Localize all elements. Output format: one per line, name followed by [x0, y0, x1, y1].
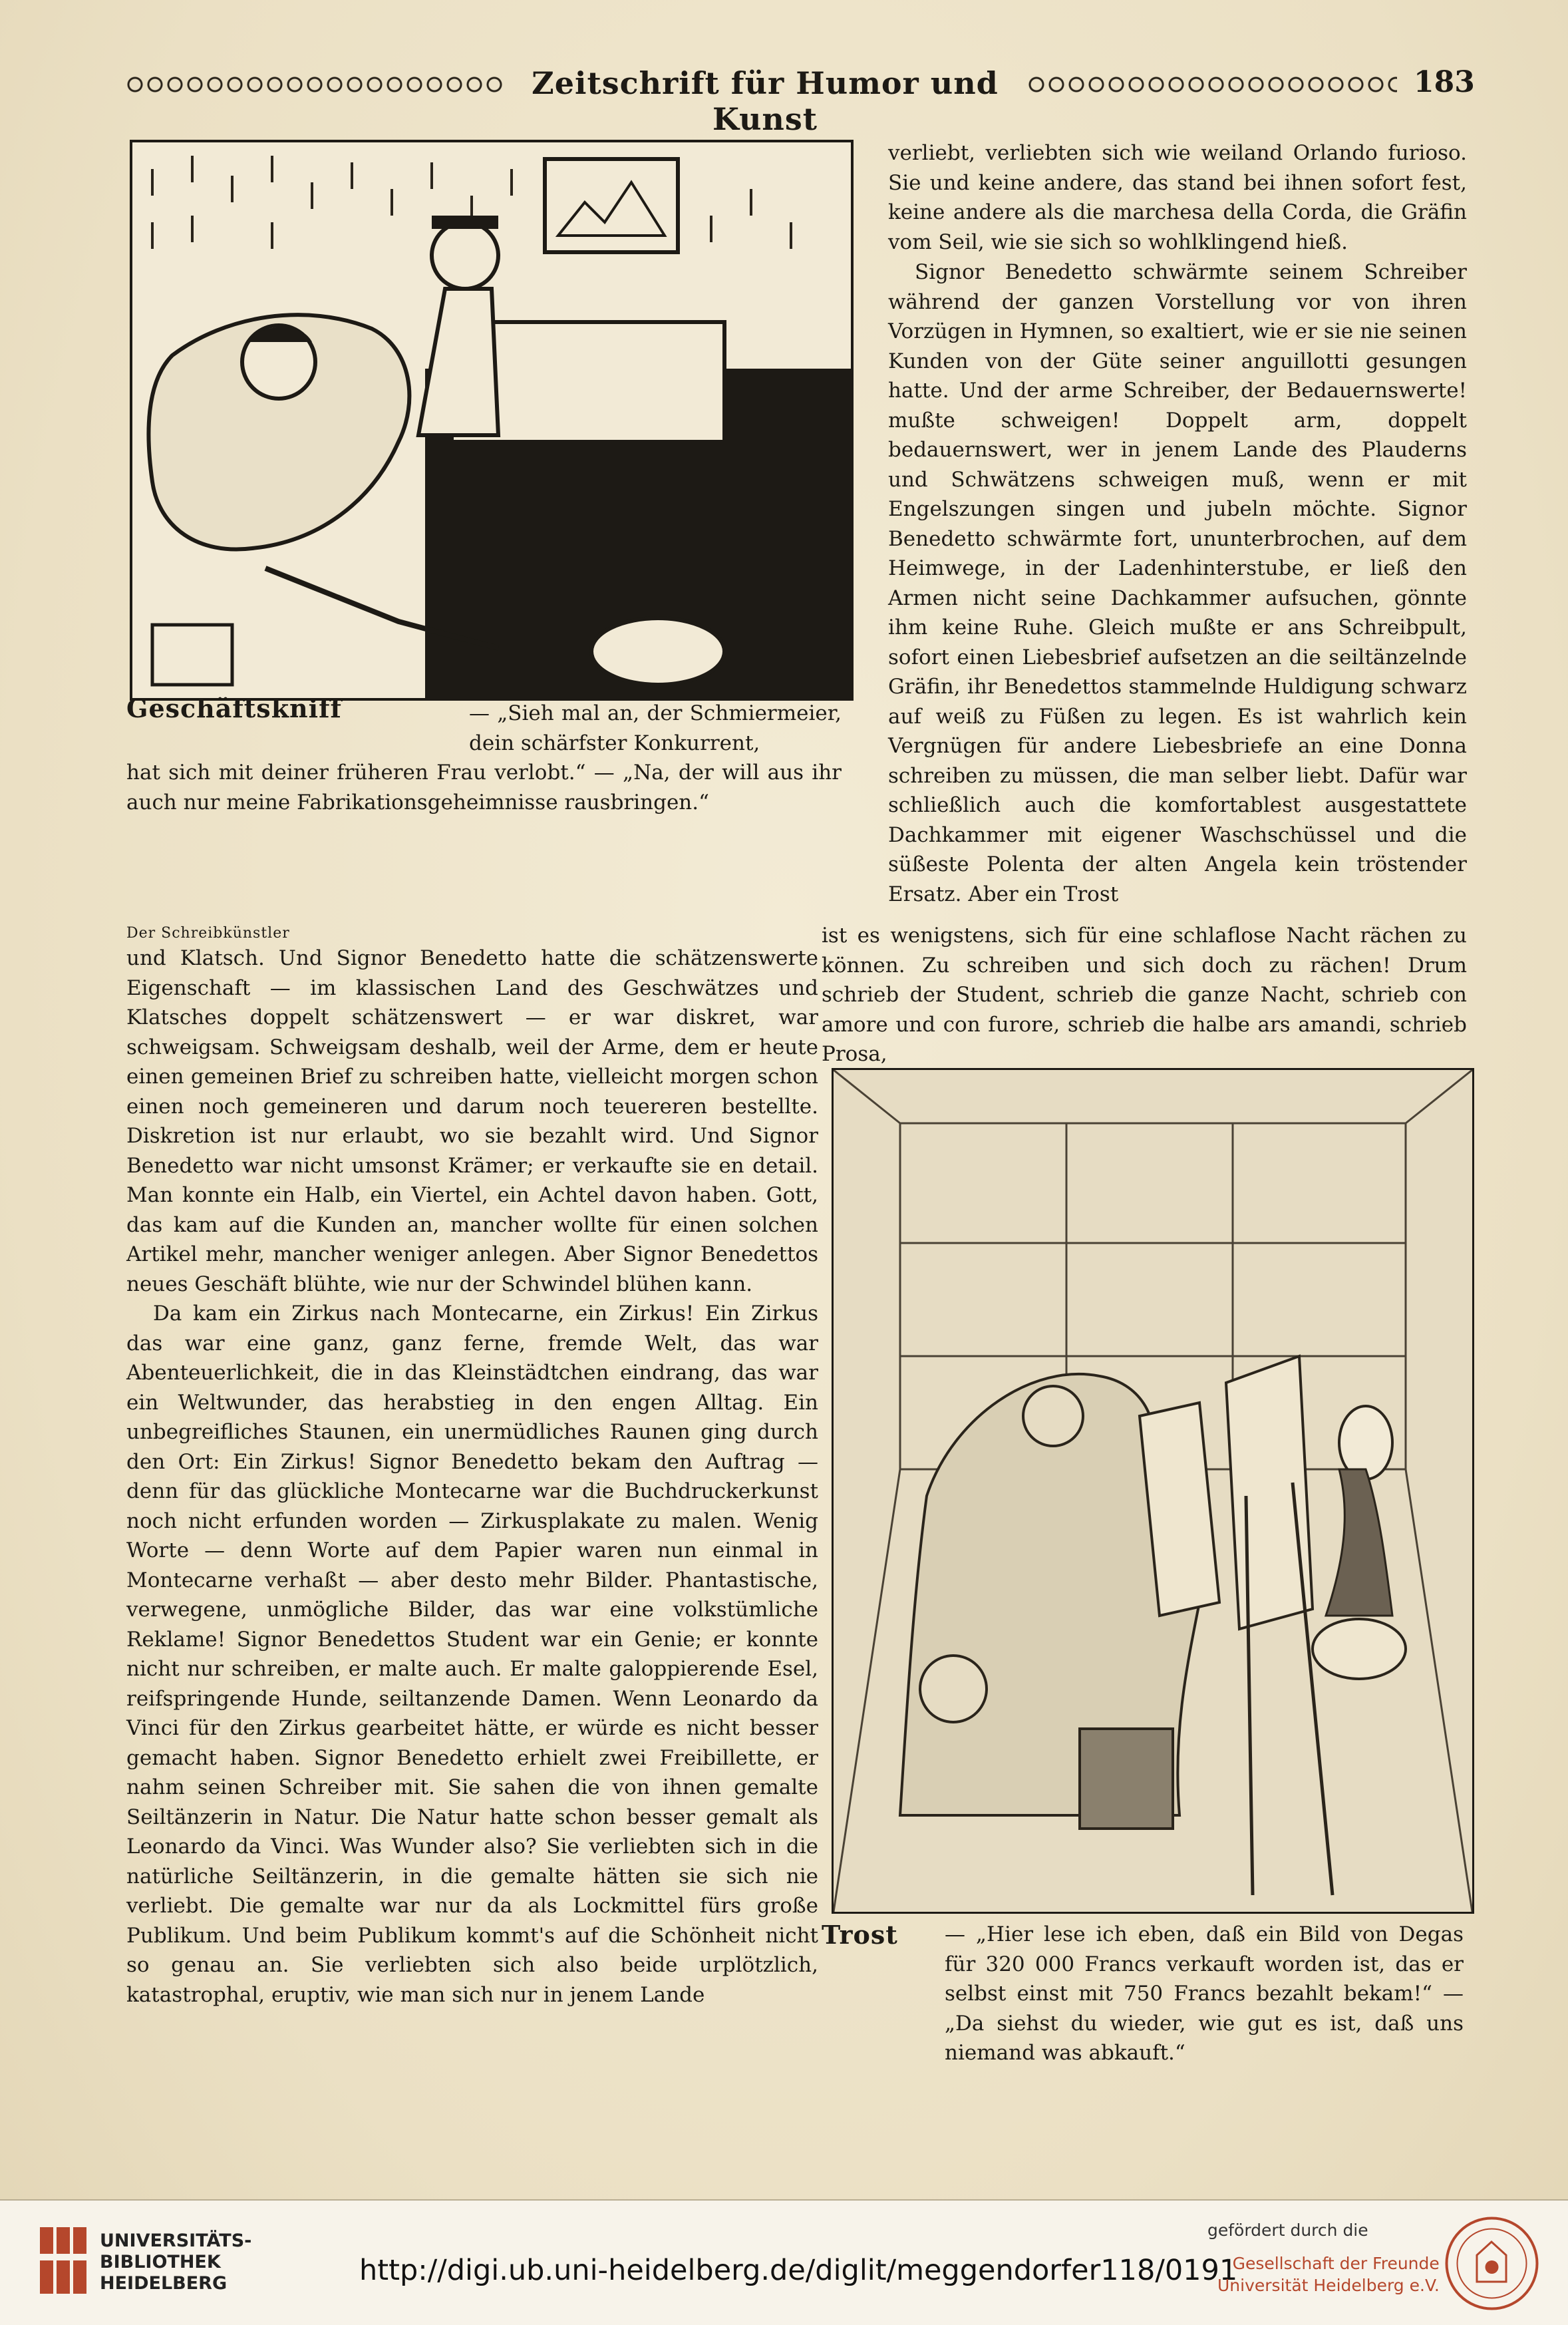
library-name	[100, 2231, 251, 2294]
page-number: 183	[1414, 65, 1475, 99]
running-header	[126, 61, 1475, 137]
sponsor-name-line-1: Gesellschaft der Freunde	[1232, 2254, 1440, 2273]
story-left-paragraph-2: Da kam ein Zirkus nach Montecarne, ein Zirkus! Ein Zirkus das war eine ganz, ganz ferne, fremde Welt, das war Abenteuerlichkeit, die in das Kleinstädtchen eindrang, das war ein Weltwunder, das herabstieg in den engen Alltag. Ein unbegreifliches Staunen, ein unermüdliches Raunen ging durch den Ort: Ein Zirkus! Signor Benedetto bekam den Auftrag — denn für das glückliche Montecarne war die Buchdruckerkunst noch nicht erfunden worden — Zirkusplakate zu malen. Wenig Worte — denn Worte auf dem Papier waren nun einmal in Montecarne verhaßt — aber desto mehr Bilder. Phantastische, verwegene, unmögliche Bilder, das war eine volkstümliche Reklame! Signor Benedettos Student war ein Genie; er konnte nicht nur schreiben, er malte auch. Er malte galoppierende Esel, reifspringende Hunde, seiltanzende Damen. Wenn Leonardo da Vinci für den Zirkus gearbeitet hätte, er würde es nicht besser gemacht haben. Signor Benedetto erhielt zwei Freibillette, er nahm seinen Schreiber mit. Sie sahen die von ihnen gemalte Seiltänzerin in Natur. Die Natur hatte schon besser gemalt als Leonardo da Vinci. Was Wunder also? Sie verliebten sich in die natürliche Seiltänzerin, in die gemalte hätten sie sich nie verliebt. Die gemalte war nur da als Lockmittel fürs große Publikum. Und beim Publikum kommt's auf die Schönheit nicht so genau an. Sie verliebten sich also beide urplötzlich, katastrophal, eruptiv, wie man sich nur in jenem Lande	[126, 1302, 818, 2007]
sponsor-name-line-2: Universität Heidelberg e.V.	[1217, 2276, 1440, 2295]
journal-title: Zeitschrift für Humor und Kunst	[532, 65, 999, 137]
cartoon-caption-first: — „Sieh mal an, der Schmiermeier, dein schärfster Konkurrent,	[469, 701, 842, 755]
digital-copy-url[interactable]: http://digi.ub.uni-heidelberg.de/diglit/meggendorfer118/0191	[359, 2254, 1238, 2287]
university-seal-icon	[1444, 2215, 1540, 2312]
cartoon-illustration-bottom	[832, 1068, 1474, 1914]
library-logo-icon	[37, 2224, 90, 2297]
sponsor-intro: gefördert durch die	[1207, 2221, 1368, 2240]
cartoon-caption-rest: hat sich mit deiner früheren Frau verlobt.“ — „Na, der will aus ihr auch nur meine Fabrikationsgeheimnisse rausbringen.“	[126, 761, 842, 814]
cartoon-illustration-top	[130, 140, 854, 701]
cartoon-title-geschaeftskniff: Geschäftskniff	[126, 693, 342, 723]
header-ornament-right	[1028, 76, 1397, 93]
story-left-paragraph-1: und Klatsch. Und Signor Benedetto hatte die schätzenswerte Eigenschaft — im klassischen Land des Geschwätzes und Klatsches doppelt schätzenswert — er war diskret, war schweigsam. Schweigsam deshalb, weil der Arme, dem er heute einen gemeinen Brief zu schreiben hatte, vielleicht morgen schon einen noch gemeineren und darum noch teuereren bestellte. Diskretion ist nur erlaubt, wo sie bezahlt wird. Und Signor Benedetto war nicht umsonst Krämer; er verkaufte sie en detail. Man konnte ein Halb, ein Viertel, ein Achtel davon haben. Gott, das kam auf die Kunden an, mancher wollte für einen solchen Artikel mehr, mancher weniger anlegen. Aber Signor Benedettos neues Geschäft blühte, wie nur der Schwindel blühen kann.	[126, 946, 818, 1296]
story-section-label: Der Schreibkünstler	[126, 925, 290, 942]
header-ornament-left	[126, 76, 502, 93]
story-right-paragraph-1: verliebt, verliebten sich wie weiland Orlando furioso. Sie und keine andere, das stand bei ihnen sofort fest, keine andere als die marchesa della Corda, die Gräfin vom Seil, wie sie sich so wohlklingend hieß.	[888, 141, 1467, 254]
library-name-line-3: HEIDELBERG	[100, 2273, 228, 2294]
library-name-line-1: UNIVERSITÄTS-	[100, 2231, 252, 2251]
story-right-paragraph-2b: ist es wenigstens, sich für eine schlaflose Nacht rächen zu können. Zu schreiben und sich doch zu rächen! Drum schrieb der Student, schrieb die ganze Nacht, schrieb con amore und con furore, schrieb die halbe ars amandi, schrieb Prosa,	[822, 924, 1467, 1066]
digitization-footer	[0, 2199, 1568, 2325]
sponsor-name	[1217, 2252, 1440, 2296]
story-right-paragraph-2a: Signor Benedetto schwärmte seinem Schreiber während der ganzen Vorstellung vor von ihren Vorzügen in Hymnen, so exaltiert, wie er sie nie seinen Kunden von der Güte seiner anguillotti gesungen hatte. Und der arme Schreiber, der Bedauernswerte! mußte schweigen! Doppelt arm, doppelt bedauernswert, wer in jenem Lande des Plauderns und Schwätzens schweigen muß, wenn er mit Engelszungen singen und jubeln möchte. Signor Benedetto schwärmte fort, ununterbrochen, auf dem Heimwege, in der Ladenhinterstube, er ließ den Armen nicht seine Dachkammer aufsuchen, gönnte ihm keine Ruhe. Gleich mußte er ans Schreibpult, sofort einen Liebesbrief aufsetzen an die seiltänzelnde Gräfin, ihr Benedettos stammelnde Huldigung schwarz auf weiß zu Füßen zu legen. Es ist wahrlich kein Vergnügen für andere Liebesbriefe an eine Donna schreiben zu müssen, die man selber liebt. Dafür war schließlich auch die komfortablest ausgestattete Dachkammer mit eigener Waschschüssel und die süßeste Polenta der alten Angela kein tröstender Ersatz. Aber ein Trost	[888, 260, 1467, 906]
cartoon-caption-trost: — „Hier lese ich eben, daß ein Bild von Degas für 320 000 Francs verkauft worden ist, das er selbst einst mit 750 Francs bezahlt bekam!“ — „Da siehst du wieder, wie gut es ist, daß uns niemand was abkauft.“	[945, 1922, 1464, 2065]
cartoon-title-trost: Trost	[822, 1920, 898, 1950]
library-name-line-2: BIBLIOTHEK	[100, 2252, 221, 2272]
